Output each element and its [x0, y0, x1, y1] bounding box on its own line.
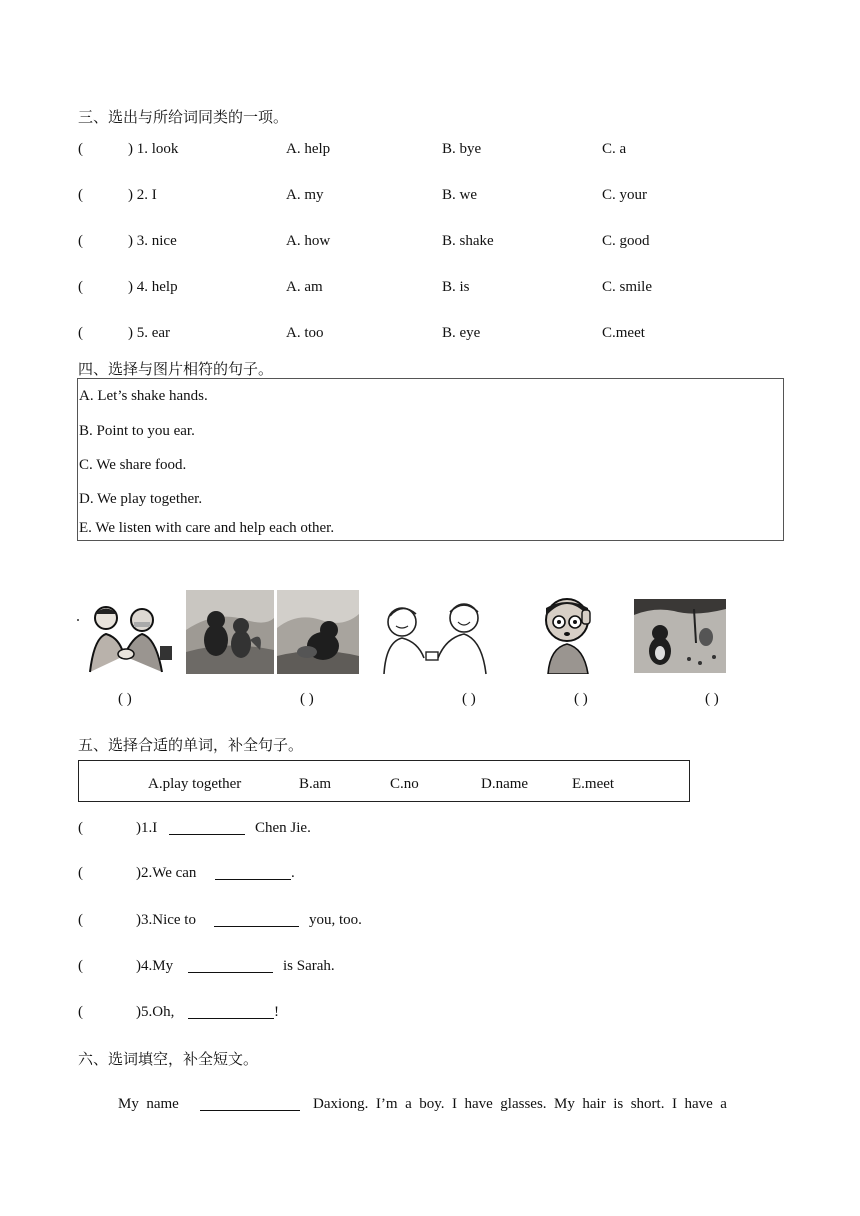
- option-b: B. eye: [442, 325, 481, 341]
- answer-paren-open[interactable]: (: [78, 279, 83, 295]
- section4-title: 四、选择与图片相符的句子。: [78, 360, 274, 378]
- word-option-c: C.no: [390, 776, 419, 792]
- option-c: C. smile: [602, 279, 653, 295]
- fill-item-after: !: [274, 1004, 279, 1020]
- option-b: B. we: [442, 187, 477, 203]
- question-word: ) 2. I: [128, 187, 157, 203]
- picture-answer-paren-5[interactable]: ( ): [705, 691, 719, 707]
- passage-blank[interactable]: [200, 1096, 300, 1111]
- option-a: A. help: [286, 141, 331, 157]
- sentence-option-b: B. Point to you ear.: [79, 423, 195, 439]
- option-a: A. am: [286, 279, 323, 295]
- section5-title: 五、选择合适的单词，补全句子。: [78, 736, 304, 754]
- sentence-option-c: C. We share food.: [79, 457, 187, 473]
- option-c: C.meet: [602, 325, 645, 341]
- option-a: A. how: [286, 233, 331, 249]
- sentence-option-e: E. We listen with care and help each other.: [79, 520, 335, 536]
- answer-paren-open[interactable]: (: [78, 325, 83, 341]
- option-b: B. shake: [442, 233, 494, 249]
- share-food-picture: [186, 590, 274, 674]
- answer-paren-open[interactable]: (: [78, 1004, 83, 1020]
- section6-title: 六、选词填空，补全短文。: [78, 1050, 259, 1068]
- answer-paren-open[interactable]: (: [78, 187, 83, 203]
- picture-answer-paren-3[interactable]: ( ): [462, 691, 476, 707]
- question-word: ) 4. help: [128, 279, 178, 295]
- fill-item-after: is Sarah.: [283, 958, 335, 974]
- fill-item-label: )2.We can: [136, 865, 197, 881]
- picture-answer-paren-4[interactable]: ( ): [574, 691, 588, 707]
- question-word: ) 3. nice: [128, 233, 177, 249]
- answer-paren-open[interactable]: (: [78, 820, 83, 836]
- point-to-ear-picture: [540, 594, 598, 674]
- option-b: B. bye: [442, 141, 482, 157]
- picture-answer-paren-1[interactable]: ( ): [118, 691, 132, 707]
- fill-blank[interactable]: [169, 820, 245, 835]
- share-food-boys-picture: [376, 598, 490, 676]
- picture-answer-paren-2[interactable]: ( ): [300, 691, 314, 707]
- answer-paren-open[interactable]: (: [78, 141, 83, 157]
- option-b: B. is: [442, 279, 470, 295]
- option-c: C. a: [602, 141, 627, 157]
- question-word: ) 5. ear: [128, 325, 171, 341]
- fill-item-after: .: [291, 865, 295, 881]
- word-option-a: A.play together: [148, 776, 242, 792]
- answer-paren-open[interactable]: (: [78, 233, 83, 249]
- fill-item-label: )4.My: [136, 958, 174, 974]
- question-word: ) 1. look: [128, 141, 179, 157]
- option-c: C. good: [602, 233, 650, 249]
- shake-hands-picture: [76, 598, 176, 676]
- section3-title: 三、选出与所给词同类的一项。: [78, 108, 289, 126]
- option-c: C. your: [602, 187, 647, 203]
- fill-blank[interactable]: [188, 1004, 274, 1019]
- sentence-option-a: A. Let’s shake hands.: [79, 388, 208, 404]
- fill-blank[interactable]: [214, 912, 299, 927]
- word-option-b: B.am: [299, 776, 332, 792]
- answer-paren-open[interactable]: (: [78, 912, 83, 928]
- passage-text-rest: Daxiong. I’m a boy. I have glasses. My hair is short. I have a: [313, 1096, 727, 1112]
- fill-blank[interactable]: [188, 958, 273, 973]
- fill-item-after: Chen Jie.: [255, 820, 311, 836]
- word-option-e: E.meet: [572, 776, 615, 792]
- fill-item-label: )3.Nice to: [136, 912, 196, 928]
- fill-item-after: you, too.: [309, 912, 362, 928]
- passage-text-start: My name: [118, 1096, 179, 1112]
- fill-item-label: )1.I: [136, 820, 158, 836]
- play-together-picture: [277, 590, 359, 674]
- fill-blank[interactable]: [215, 865, 291, 880]
- option-a: A. too: [286, 325, 324, 341]
- word-option-d: D.name: [481, 776, 529, 792]
- sentence-option-d: D. We play together.: [79, 491, 203, 507]
- listen-help-picture: [634, 599, 726, 673]
- answer-paren-open[interactable]: (: [78, 865, 83, 881]
- answer-paren-open[interactable]: (: [78, 958, 83, 974]
- fill-item-label: )5.Oh,: [136, 1004, 175, 1020]
- option-a: A. my: [286, 187, 324, 203]
